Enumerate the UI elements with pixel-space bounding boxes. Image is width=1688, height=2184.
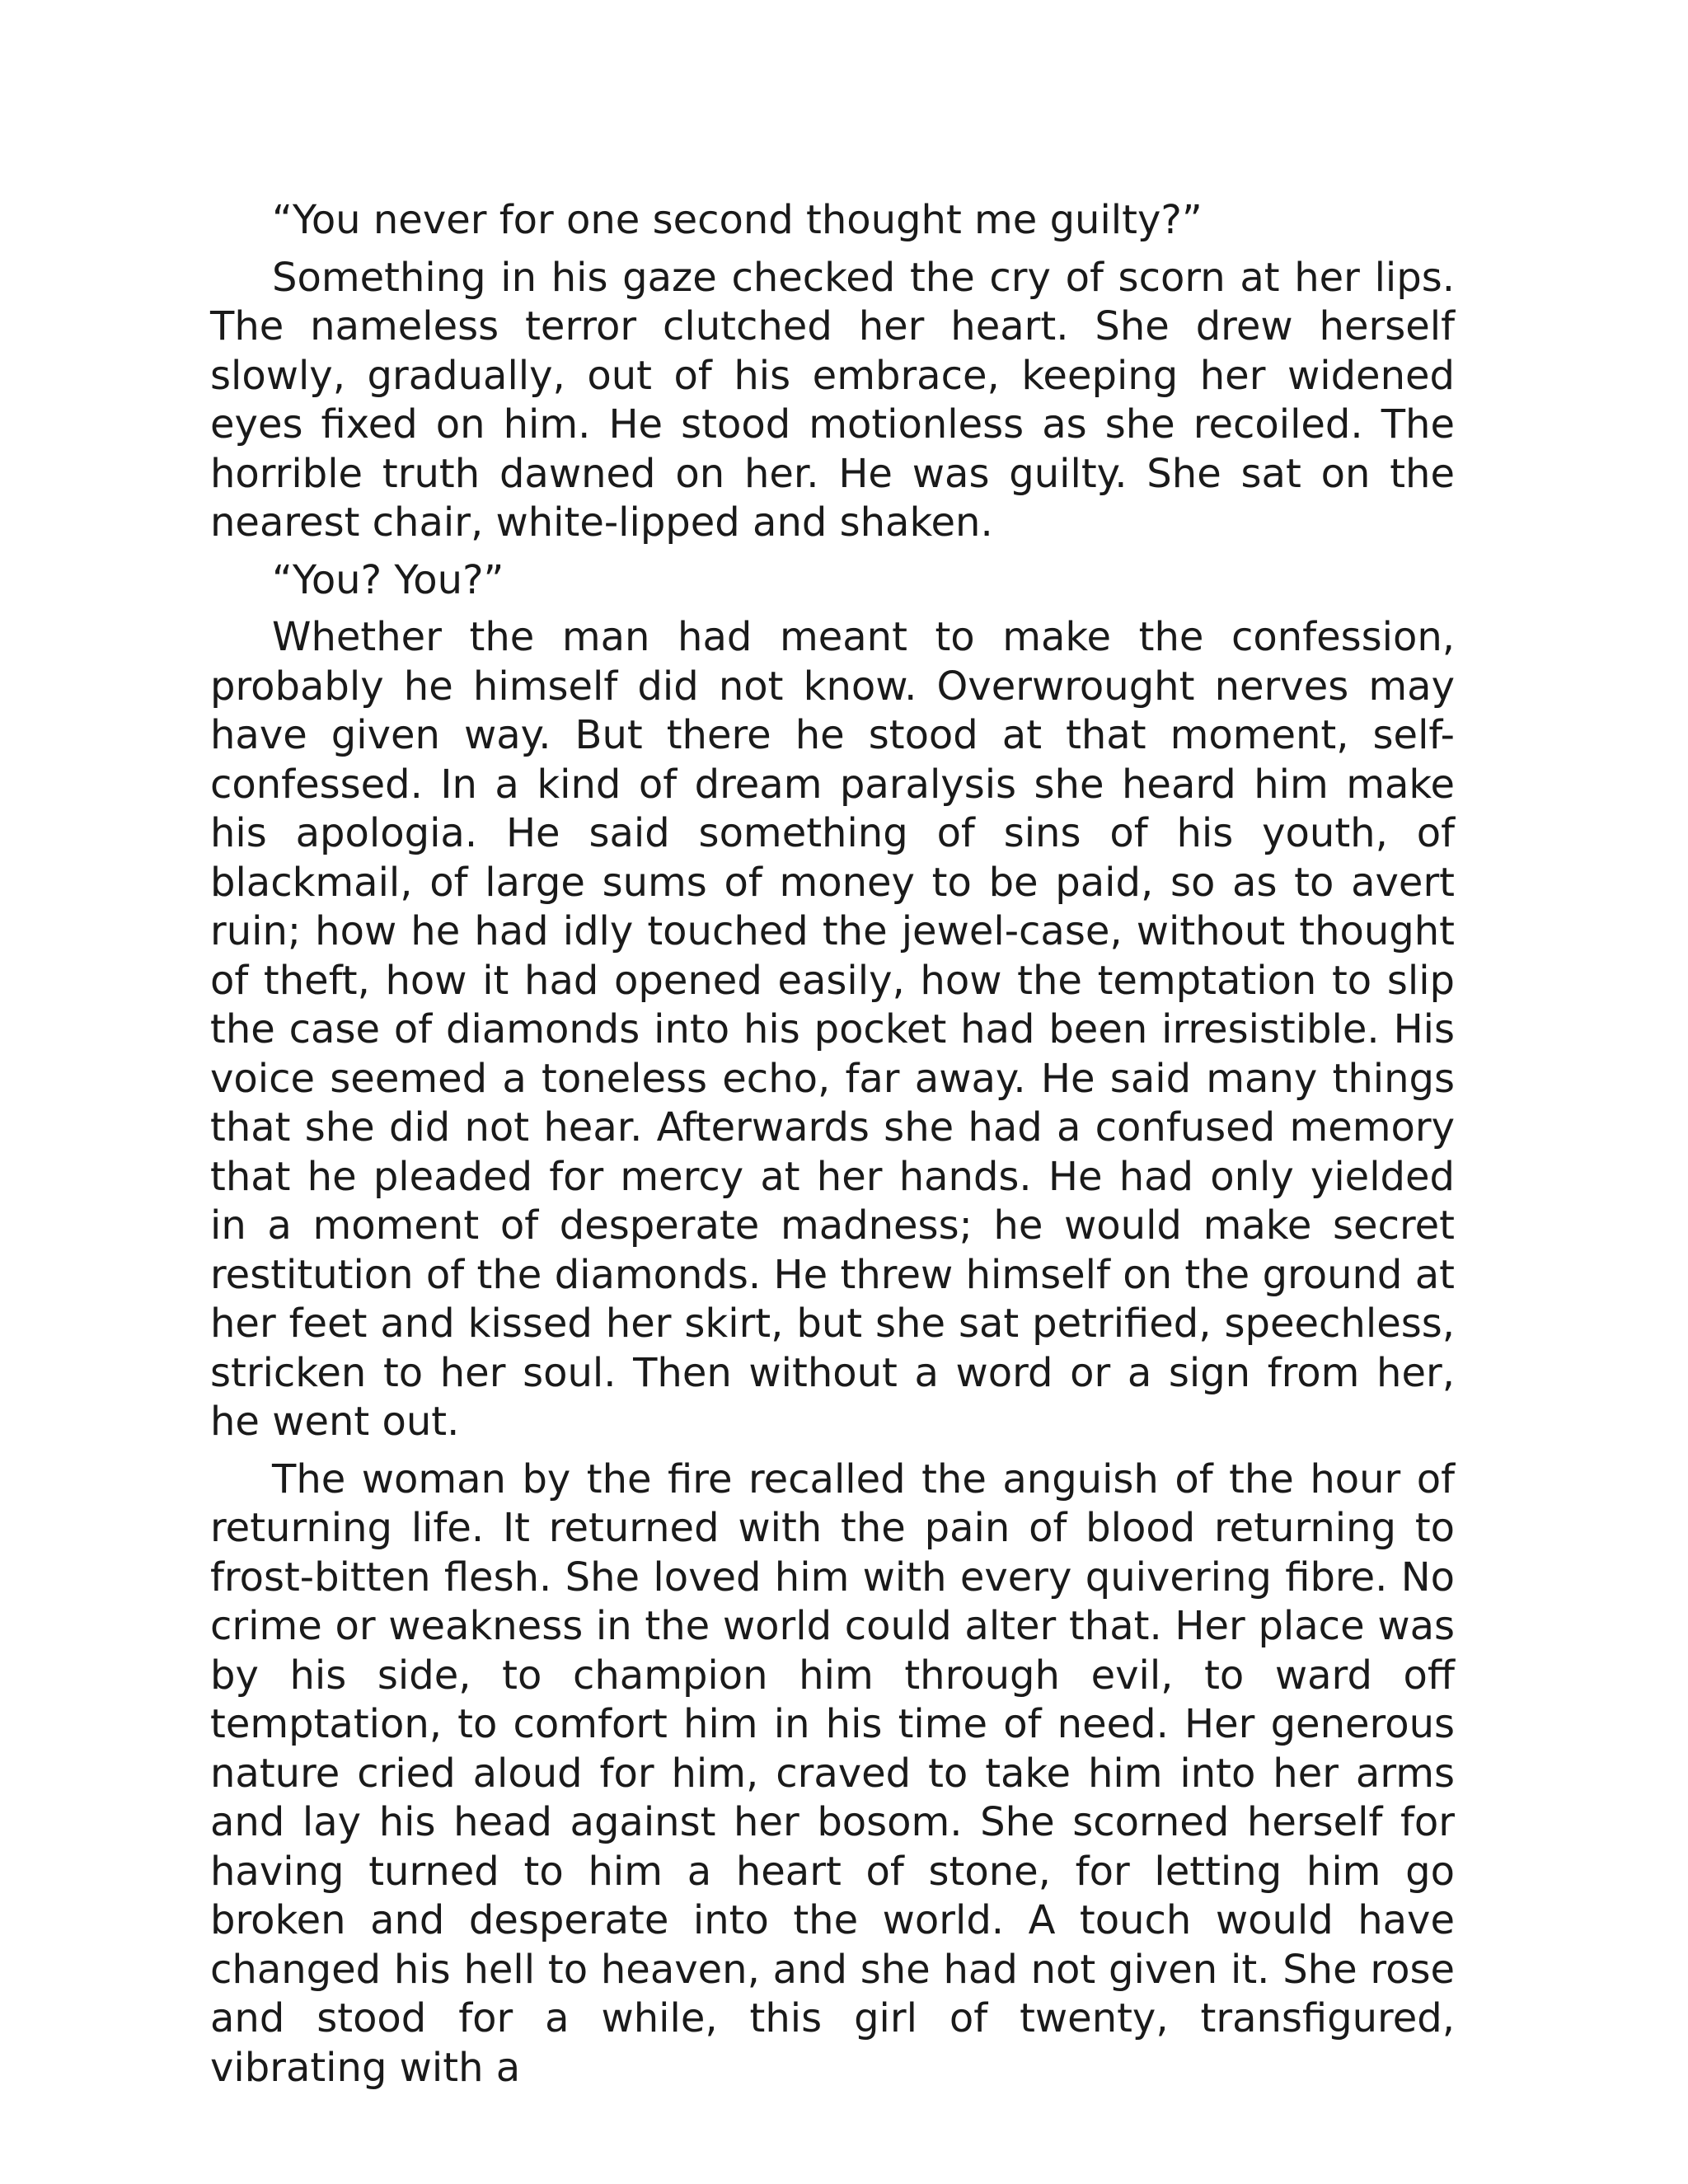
dialogue-paragraph-you: “You? You?”: [272, 556, 504, 603]
narrative-paragraph-confession: Whether the man had meant to make the confession, probably he himself did not know. Overwrought nerves may have given way. But there he stood at that moment, self-confessed. In a kind of dream paralysis she heard him make his apologia. He said something of sins of his youth, of blackmail, of large sums of money to be paid, so as to avert ruin; how he had idly touched the jewel-case, without thought of theft, how it had opened easily, how the temptation to slip the case of diamonds into his pocket had been irresistible. His voice seemed a toneless echo, far away. He said many things that she did not hear. Afterwards she had a confused memory that he pleaded for mercy at her hands. He had only yielded in a moment of desperate madness; he would make secret restitution of the diamonds. He threw himself on the ground at her feet and kissed her skirt, but she sat petrified, speechless, stricken to her soul. Then without a word or a sign from her, he went out.: [210, 614, 1455, 1445]
dialogue-paragraph-guilty: “You never for one second thought me guilty?”: [272, 197, 1203, 243]
narrative-paragraph-recoil: Something in his gaze checked the cry of scorn at her lips. The nameless terror clutched her heart. She drew herself slowly, gradually, out of his embrace, keeping her widened eyes fixed on him. He stood motionless as she recoiled. The horrible truth dawned on her. He was guilty. She sat on the nearest chair, white-lipped and shaken.: [210, 254, 1455, 546]
book-page: [210, 196, 1455, 2101]
narrative-paragraph-returning-life: The woman by the fire recalled the anguish of the hour of returning life. It returned with the pain of blood returning to frost-bitten flesh. She loved him with every quivering fibre. No crime or weakness in the world could alter that. Her place was by his side, to champion him through evil, to ward off temptation, to comfort him in his time of need. Her generous nature cried aloud for him, craved to take him into her arms and lay his head against her bosom. She scorned herself for having turned to him a heart of stone, for letting him go broken and desperate into the world. A touch would have changed his hell to heaven, and she had not given it. She rose and stood for a while, this girl of twenty, transfigured, vibrating with a: [210, 1455, 1455, 2091]
